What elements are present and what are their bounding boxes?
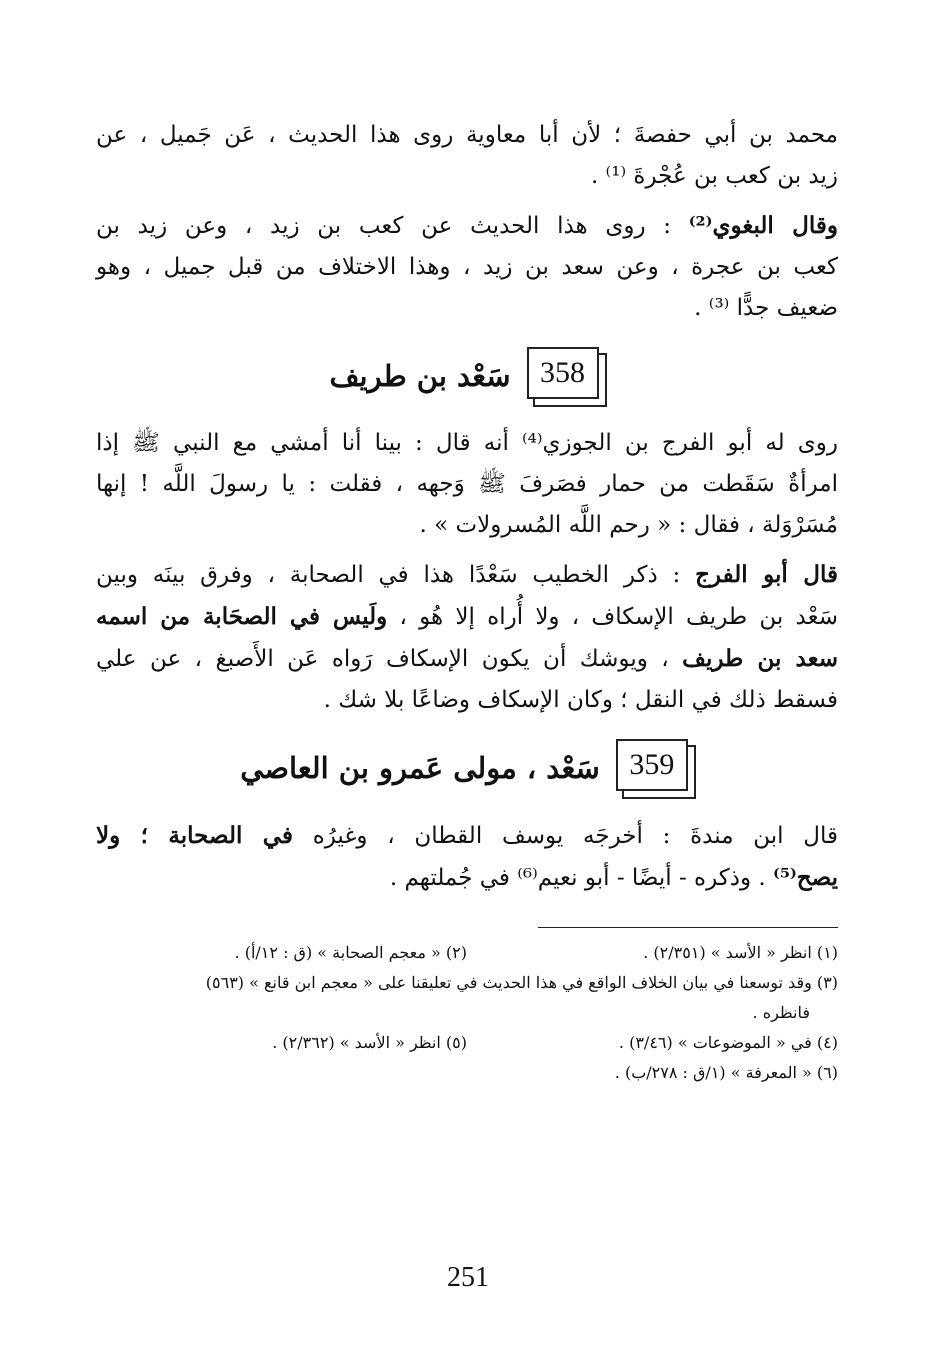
- footnote-row: [96, 1028, 838, 1058]
- entry-number-badge: [527, 347, 605, 405]
- text-line: محمد بن أبي حفصةَ ؛ لأن أبا معاوية روى هذا الحديث ، عَن جَميل ، عن: [96, 122, 838, 148]
- entry-header-359: [96, 739, 838, 797]
- bold-phrase: ولَيس في الصحَابة من اسمه: [96, 603, 388, 630]
- entry-title: سَعْد ، مولى عَمرو بن العاصي: [240, 751, 600, 785]
- entry-title: سَعْد بن طريف: [329, 359, 511, 393]
- text-span: سَعْد بن طريف الإسكاف ، ولا أُراه إلا هُو ،: [387, 604, 838, 630]
- text-line: زيد بن كعب بن عُجْرةَ ⁽¹⁾ .: [590, 163, 838, 189]
- text-line: [96, 205, 838, 247]
- footnote: (١) انظر « الأسد » (٢/٣٥١) .: [643, 943, 838, 962]
- footnote: (٢) « معجم الصحابة » (ق : ١٢/أ) .: [234, 943, 467, 962]
- text-line: ضعيف جدًّا ⁽³⁾ .: [694, 295, 838, 321]
- text-span: : ذكر الخطيب سَعْدًا هذا في الصحابة ، وفرق بينَه وبين: [96, 562, 696, 588]
- text-line: [96, 857, 838, 899]
- text-span: : روى هذا الحديث عن كعب بن زيد ، وعن زيد بن: [96, 213, 689, 239]
- text-line: مُسَرْوَلة ، فقال : « رحم اللَّه المُسرولات » .: [419, 512, 838, 538]
- text-line: روى له أبو الفرج بن الجوزي⁽⁴⁾ أنه قال : بينا أنا أمشي مع النبي ﷺ إذا: [96, 430, 838, 456]
- entry-header-358: [96, 347, 838, 405]
- footnote: (٣) وقد توسعنا في بيان الخلاف الواقع في هذا الحديث في تعليقنا على « معجم ابن قانع » (٥٦٣): [205, 973, 838, 992]
- bold-phrase: في الصحابة ؛ ولا: [96, 822, 293, 849]
- entry-number: 359: [616, 739, 688, 791]
- footnote: (٦) « المعرفة » (١/ق : ٢٧٨/ب) .: [614, 1063, 838, 1082]
- bold-phrase: قال أبو الفرج: [695, 561, 838, 588]
- footnote-row: [96, 938, 838, 968]
- text-line: امرأةٌ سَقَطت من حمار فصَرفَ ﷺ وَجهه ، فقلت : يا رسولَ اللَّه ! إنها: [96, 471, 838, 497]
- page-body: [96, 115, 838, 1088]
- text-span: قال ابن مندةَ : أخرجَه يوسف القطان ، وغيرُه: [292, 823, 839, 849]
- text-line: فسقط ذلك في النقل ؛ وكان الإسكاف وضاعًا بلا شك .: [323, 687, 838, 713]
- footnote: (٥) انظر « الأسد » (٢/٣٦٢) .: [272, 1033, 467, 1052]
- footnote: (٤) في « الموضوعات » (٣/٤٦) .: [618, 1033, 838, 1052]
- entry-number-badge: [616, 739, 694, 797]
- page-number: 251: [447, 1262, 489, 1293]
- text-line: [96, 815, 838, 857]
- text-line: [96, 638, 838, 680]
- bold-phrase: يصح⁽⁵⁾: [773, 864, 838, 891]
- footnote-divider: [538, 927, 838, 928]
- text-line: [96, 596, 838, 638]
- bold-phrase: وقال البغوي⁽²⁾: [688, 212, 838, 239]
- text-span: ، ويوشك أن يكون الإسكاف رَواه عَن الأَصبغ ، عن علي: [96, 646, 683, 672]
- text-line: [96, 554, 838, 596]
- footnote-continuation: فانظره .: [752, 1003, 810, 1022]
- bold-phrase: سعد بن طريف: [682, 645, 838, 672]
- entry-number: 358: [527, 347, 599, 399]
- text-line: كعب بن عجرة ، وعن سعد بن زيد ، وهذا الاختلاف من قبل جميل ، وهو: [96, 254, 838, 280]
- text-span: . وذكره - أيضًا - أبو نعيم⁽⁶⁾ في جُملتهم .: [389, 865, 774, 891]
